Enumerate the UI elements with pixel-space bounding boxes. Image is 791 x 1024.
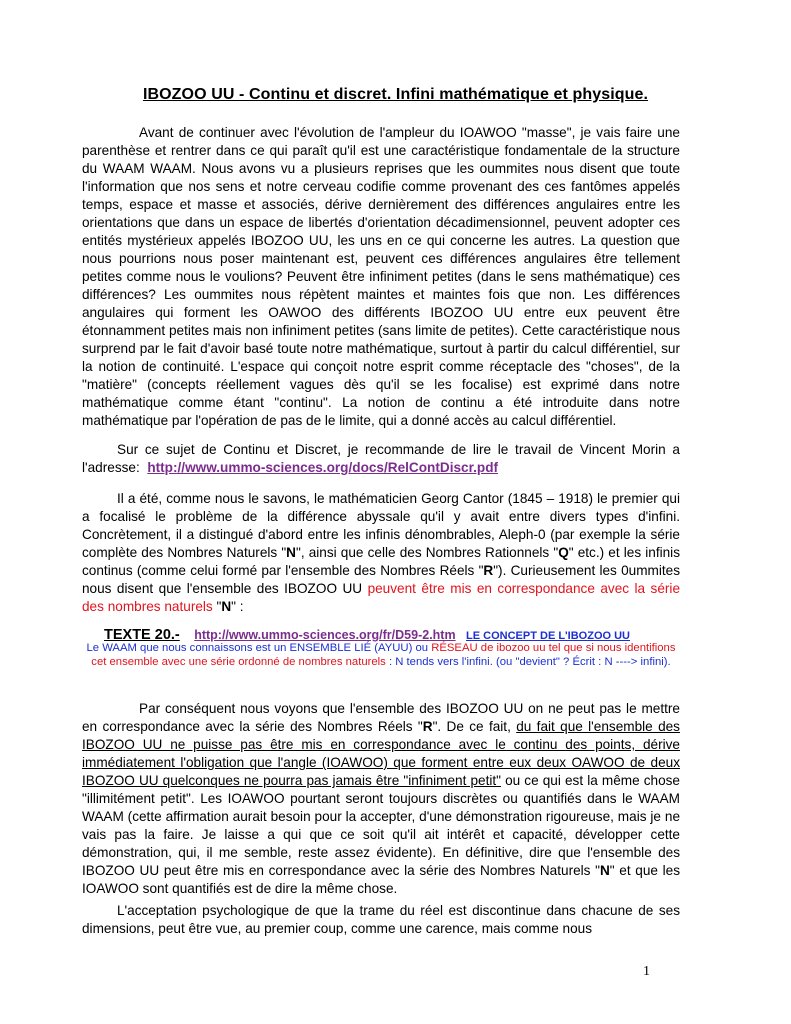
cantor-tail-close: " : bbox=[231, 599, 244, 614]
quote-blue-2: : N tends vers l'infini. (ou "devient" ? Écrit : N ----> infini). bbox=[385, 656, 671, 669]
paragraph-intro-text: Avant de continuer avec l'évolution de l'ampleur du IOAWOO "masse", je vais faire une parenthèse et rentrer dans ce qui paraît qu'il est une caractéristique fondamentale de la structure du WAAM WAAM. Nous avons vu a plusieurs reprises que les oummites nous disent que toute l'information que nos sens et notre cerveau codifie comme provenant des ces fantômes appelés temps, espace et masse et associés, dérive dernièrement des différences angulaires entre les orientations que dans un espace de libertés d'orientation décadimensionnel, peuvent adopter ces entités mystérieux appelés IBOZOO UU, les uns en ce qui concerne les autres. La question que nous pourrions nous poser maintenant est, peuvent ces différences angulaires être tellement petites comme nous le voulions? Peuvent être infiniment petites (dans le sens mathématique) ces différences? Les oummites nous répètent maintes et maintes fois que non. Les différences angulaires qui forment les OAWOO des différents IBOZOO UU entre eux peuvent être étonnamment petites mais non infiniment petites (sans limite de petites). Cette caractéristique nous surprend par le fait d'avoir basé toute notre mathématique, surtout à partir du calcul différentiel, sur la notion de continuité. L'espace qui conçoit notre esprit comme réceptacle des "choses", de la "matière" (concepts réellement vagues dès qu'il se les focalise) est exprimé dans notre mathématique comme étant "continu". La notion de continu a été introduite dans notre mathématique par l'opération de pas de le limite, qui a donné accès au calcul différentiel. bbox=[82, 125, 680, 428]
conclusion-underlined: du fait que l'ensemble des IBOZOO UU ne puisse pas être mis en correspondance avec le continu des points, dérive immédiatement l'obligation que l'angle (IOAWOO) que forment entre eux deux OAWOO de deux IBOZOO UU quelconques ne pourra pas jamais être "infiniment petit" bbox=[82, 719, 680, 788]
symbol-n-2: N bbox=[221, 599, 232, 614]
quote-red: RÉSEAU de ibozoo uu tel que si nous identifions cet ensemble avec une série ordonné de nombres naturels bbox=[91, 642, 676, 669]
symbol-n-3: N bbox=[599, 863, 610, 878]
symbol-n: N bbox=[286, 545, 296, 560]
cantor-text-c: " etc.) et les infinis continus (comme celui formé par l'ensemble des Nombres Réels " bbox=[82, 545, 680, 578]
paragraph-acceptance bbox=[82, 902, 680, 938]
reference-link[interactable]: http://www.ummo-sciences.org/docs/RelContDiscr.pdf bbox=[147, 460, 499, 475]
texte-20-label: TEXTE 20.- bbox=[104, 627, 180, 643]
conclusion-text-d: " et que les IOAWOO sont quantifiés est de dire la même chose. bbox=[82, 863, 680, 896]
conclusion-text-a: Par conséquent nous voyons que l'ensemble des IBOZOO UU on ne peut pas le mettre en correspondance avec la série des Nombres Réels " bbox=[82, 701, 680, 734]
paragraph-intro bbox=[82, 124, 680, 430]
page-number: 1 bbox=[643, 964, 650, 979]
texte-20-quote bbox=[82, 641, 680, 670]
quote-blue-1: Le WAAM que nous connaissons est un ENSEMBLE LIÉ (AYUU) ou bbox=[86, 642, 432, 654]
conclusion-text-b: ". De ce fait, bbox=[432, 719, 517, 734]
cantor-text-b: ", ainsi que celle des Nombres Rationnels " bbox=[296, 545, 559, 560]
paragraph-conclusion bbox=[82, 700, 680, 898]
concept-link[interactable]: LE CONCEPT DE L'IBOZOO UU bbox=[466, 630, 630, 642]
page-title: IBOZOO UU - Continu et discret. Infini mathématique et physique. bbox=[142, 86, 649, 103]
paragraph-reference-text: Sur ce sujet de Continu et Discret, je recommande de lire le travail de Vincent Morin a l'adresse: bbox=[82, 442, 680, 475]
cantor-highlight: peuvent être mis en correspondance avec la série des nombres naturels bbox=[82, 581, 680, 614]
conclusion-text-c: ou ce qui est la même chose "illimitément petit". Les IOAWOO pourtant seront toujours discrètes ou quantifiés dans le WAAM WAAM (cette affirmation aurait besoin pour la accepter, d'une démonstration rigoureuse, mais je ne vais pas la faire. Je laisse a qui que ce soit qu'il ait intérêt et capacité, développer cette démonstration, qui, il me semble, reste assez évidente). En définitive, dire que l'ensemble des IBOZOO UU peut être mis en correspondance avec la série des Nombres Naturels " bbox=[82, 773, 680, 878]
symbol-r-2: R bbox=[422, 719, 433, 734]
cantor-text-d: "). Curieusement les 0ummites nous disent que l'ensemble des IBOZOO UU bbox=[82, 563, 680, 596]
symbol-r: R bbox=[483, 563, 494, 578]
paragraph-reference bbox=[82, 441, 680, 477]
acceptance-text: L'acceptation psychologique de que la trame du réel est discontinue dans chacune de ses dimensions, peut être vue, au premier coup, comme une carence, mais comme nous bbox=[82, 903, 680, 936]
cantor-tail-open: " bbox=[212, 599, 222, 614]
symbol-q: Q bbox=[558, 545, 569, 560]
cantor-text-a: Il a été, comme nous le savons, le mathématicien Georg Cantor (1845 – 1918) le premier qui a focalisé le problème de la différence abyssale qu'il y avait entre divers types d'infini. Concrètement, il a distingué d'abord entre les infinis dénombrables, Aleph-0 (par exemple la série complète des Nombres Naturels " bbox=[82, 491, 680, 560]
texte-20-link[interactable]: http://www.ummo-sciences.org/fr/D59-2.htm bbox=[194, 628, 456, 642]
paragraph-cantor bbox=[82, 490, 680, 616]
